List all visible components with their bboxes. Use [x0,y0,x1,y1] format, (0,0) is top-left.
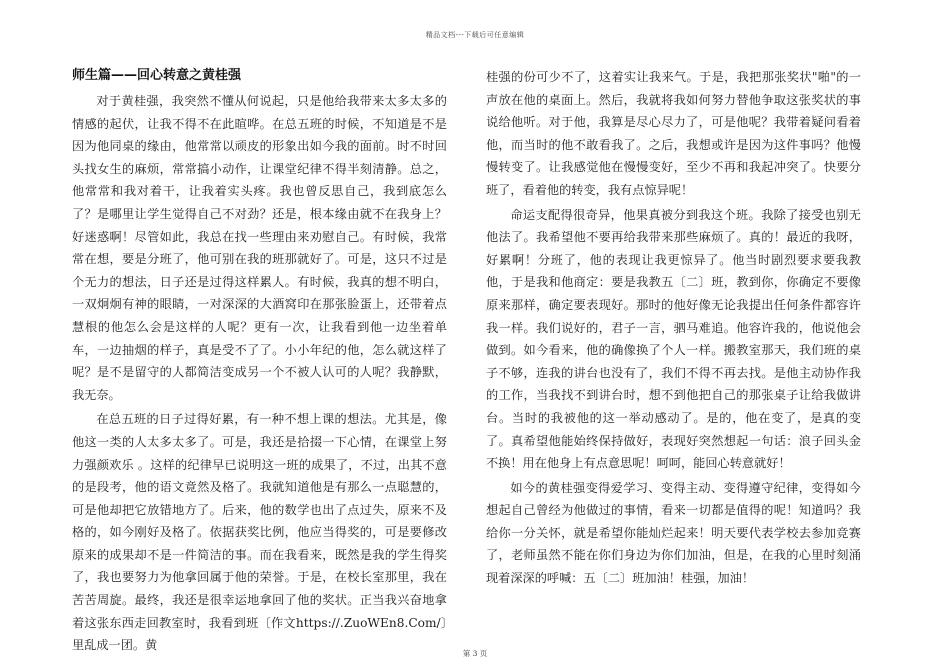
page-number: 第 3 页 [462,649,488,658]
article-title: 师生篇——回心转意之黄桂强 [72,68,242,83]
page-header: 精品文档---下载后可任意编辑 [425,31,525,39]
paragraph: 对于黄桂强，我突然不懂从何说起，只是他给我带来太多太多的情感的起伏，让我不得不在此暄哗。在总五班的时候，不知道是不是因为他同桌的缘由，他常常以顽皮的形象出如今我的面前。时不时回头找女生的麻烦，常常搞小动作，让课堂纪律不得半刻清静。总之，他常常和我对着干，让我着实头疼。我也曾反思自己，我到底怎么了？是哪里让学生觉得自己不对劲？还是，根本缘由就不在我身上？好迷惑啊！尽管如此，我总在找一些理由来劝慰自己。有时候，我常常在想，要是分班了，他可别在我的班那就好了。可是，这只不过是个无力的想法，日子还是过得这样累人。有时候，我真的想不明白，一双炯炯有神的眼睛，一对深深的大酒窝印在那张脸蛋上，还带着点慧根的他怎么会是这样的人呢？更有一次，让我看到他一边坐着单车，一边抽烟的样子，真是受不了了。小小年纪的他，怎么就这样了呢？是不是留守的人都简洁变成另一个不被人认可的人呢？我静默，我无奈。 [72,94,447,402]
left-column [72,66,447,657]
paragraph: 命运支配得很奇异，他果真被分到我这个班。我除了接受也别无他法了。我希望他不要再给我带来那些麻烦了。真的！最近的我呀，好累啊！分班了，他的表现让我更惊异了。他当时剧烈要求要我教他，于是我和他商定：要是我教五〔二〕班，教到你，你确定不要像原来那样，确定要表现好。那时的他好像无论我提出任何条件都容许我一样。我们说好的，君子一言，驷马难追。他容许我的，他说他会做到。如今看来，他的确像换了个人一样。搬教室那天，我们班的桌子不够，连我的讲台也没有了，我们不得不再去找。是他主动协作我的工作，当我找不到讲台时，想不到他把自己的那张桌子让给我做讲台。当时的我被他的这一举动感动了。是的，他在变了，是真的变了。真希望他能始终保持做好，表现好突然想起一句话：浪子回头金不换！用在他身上有点意思呢！呵呵，能回心转意就好！ [486,207,861,471]
paragraph: 桂强的份可少不了，这着实让我来气。于是，我把那张奖状"啪"的一声放在他的桌面上。然后，我就将我如何努力替他争取这张奖状的事说给他听。对于他，我算是尽心尽力了，可是他呢？我带着疑问看着他，而当时的他不敢看我了。之后，我想或许是因为这件事吗？他慢慢转变了。让我感觉他在慢慢变好，至少不再和我起冲突了。快要分班了，看着他的转变，我有点惊异呢！ [486,70,861,197]
paragraph: 如今的黄桂强变得爱学习、变得主动、变得遵守纪律，变得如今想起自己曾经为他做过的事情，看来一切都是值得的呢！知道吗？我给你一分关怀，就是希望你能灿烂起来！明天要代表学校去参加竞赛了，老师虽然不能在你们身边为你们加油，但是，在我的心里时刻涌现着深深的呼喊：五〔二〕班加油！桂强，加油！ [486,480,861,586]
right-column [486,66,861,590]
paragraph: 在总五班的日子过得好累，有一种不想上课的想法。尤其是，像他这一类的人太多太多了。可是，我还是拾掇一下心情，在课堂上努力强颜欢乐 。这样的纪律早已说明这一班的成果了，不过，出其不意的是段考，他的语文竟然及格了。我就知道他是有那么一点聪慧的，可是他却把它放错地方了。后来，他的数学也出了点过失，原来不及格的，如今刚好及格了。依据获奖比例，他应当得奖的，可是要修改原来的成果却不是一件简洁的事。而在我看来，既然是我的学生得奖了，我也要努力为他拿回属于他的荣誉。于是，在校长室那里，我在苦苦周旋。最终，我还是很幸运地拿回了他的奖状。正当我兴奋地拿着这张东西走回教室时，我看到班〔作文https://.ZuoWEn8.Com/〕里乱成一团。黄 [72,412,447,653]
